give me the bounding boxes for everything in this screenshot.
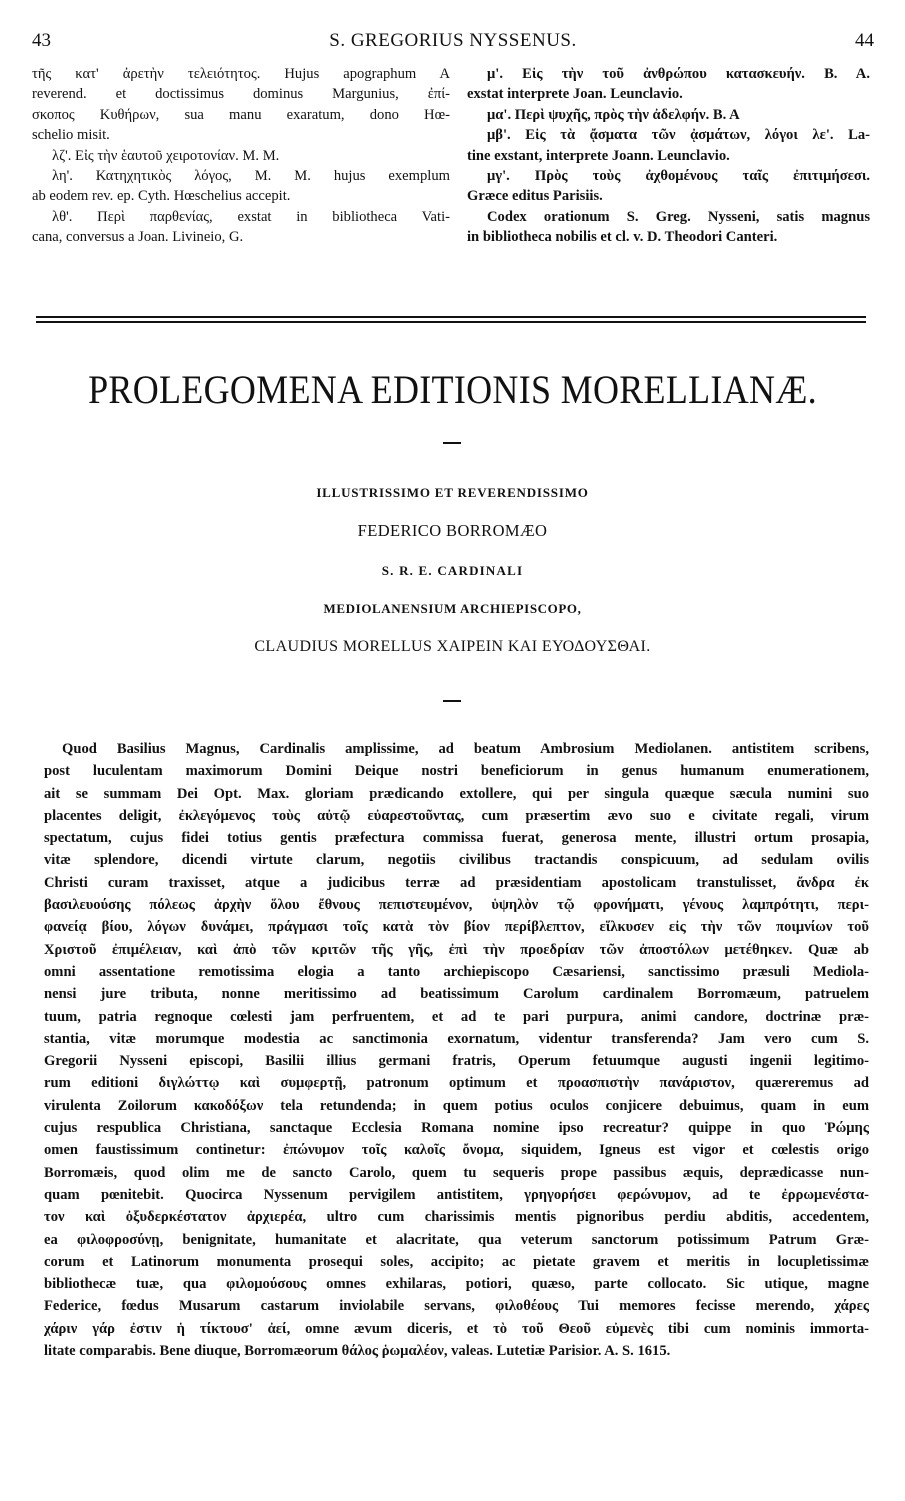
left-column [32,64,450,248]
right-column [467,64,870,248]
body-line: tuum, patria regnoque cœlesti jam perfruentem, et ad te pari purpura, animi candore, doctrinæ præ- [44,1008,869,1025]
page-header [32,30,874,56]
left-column-line: schelio misit. [32,127,110,144]
dedication-name: FEDERICO BORROMÆO [357,521,548,540]
double-rule-divider [36,316,866,323]
body-line: omen faustissimum continetur: ἐπώνυμον τοῖς καλοῖς ὄνομα, siquidem, Igneus est vigor et cœlestis origo [44,1142,869,1159]
body-line: spectatum, cujus fidei totius gentis præfectura commissa fuerat, generosa mente, illustri ortum prosapia, [44,830,869,847]
body-line: Federice, fœdus Musarum castarum inviolabile servans, φιλοθέους Tui memores fecisse merendo, χάρες [44,1298,869,1315]
right-column-line: μ'. Εἰς τὴν τοῦ ἀνθρώπου κατασκευήν. B. A. [487,66,870,82]
body-text [44,738,869,1362]
body-line: ait se summam Dei Opt. Max. gloriam prædicando extollere, qui per singula quæque sæcula numini suo [44,785,869,802]
left-column-line: cana, conversus a Joan. Livineio, G. [32,229,244,246]
dedication-dash-divider [443,700,461,702]
page-number-left: 43 [32,30,51,51]
body-line: omni assentatione remotissima elogia a tanto archiepiscopo Cæsariensi, sanctissimo præsuli Mediola- [44,963,869,980]
left-column-line: σκοπος Κυθήρων, sua manu exaratum, dono Hœ- [32,106,450,123]
title-dash-divider [443,442,461,444]
body-line: Gregorii Nysseni episcopi, Basilii illius germani fratris, Operum fetuumque augusti ingenii legitimo- [44,1053,869,1070]
body-line: corum et Latinorum monumenta prosequi soles, accipito; ac pietate gravem et meritis in locupletissimæ [44,1253,869,1270]
body-line: post luculentam maximorum Domini Deique nostri beneficiorum in genus humanum enumerationem, [44,763,869,780]
body-line: cujus respublica Christiana, sanctaque Ecclesia Romana nomine ipso recreatur? quippe in quo Ῥώμης [44,1120,869,1137]
right-column-line: tine exstant, interprete Joann. Leunclavio. [467,147,730,164]
body-line: Christi curam traxisset, atque a judicibus terræ ad præsidentiam apostolicam transtulisset, ἄνδρα ἐκ [44,874,869,891]
body-line: virulenta Zoilorum κακοδόξων tela retundenda; in quem potius oculos conjicere debuimus, quam in eum [44,1097,869,1114]
body-line: stantia, vitæ morumque modestia ac sanctimonia exornatum, videntur transferenda? Jam vero cum S. [44,1030,869,1047]
right-column-line: Codex orationum S. Greg. Nysseni, satis magnus [487,208,870,225]
left-column-line: ab eodem rev. ep. Cyth. Hœschelius accepit. [32,188,291,205]
dedication-office: MEDIOLANENSIUM ARCHIEPISCOPO, [323,601,582,616]
left-column-line: τῆς κατ' ἀρετὴν τελειότητος. Hujus apographum A [32,66,450,82]
right-column-line: μβ'. Εἰς τὰ ᾄσματα τῶν ᾀσμάτων, λόγοι λε'. La- [487,127,870,144]
right-column-line: μα'. Περὶ ψυχῆς, πρὸς τὴν ἀδελφήν. B. A [487,106,740,123]
right-column-line: μγ'. Πρὸς τοὺς ἀχθομένους ταῖς ἐπιτιμήσεσι. [487,168,870,185]
body-line: rum editioni διγλώττῳ καὶ συμφερτῇ, patronum optimum et προασπιστὴν πανάριστον, quæreremus ad [44,1075,869,1092]
body-line: nensi jure tributa, nonne meritissimo ad beatissimum Carolum cardinalem Borromæum, patruelem [44,986,869,1003]
body-line: vitæ splendore, dicendi virtute clarum, negotiis civilibus tractandis conspicuum, ad sedulam ovilis [44,852,869,869]
left-column-line: λη'. Κατηχητικὸς λόγος, M. M. hujus exemplum [52,168,450,185]
body-line: βασιλευούσης πόλεως ἀρχὴν ὅλου ἔθνους πεπιστευμένον, ὑψηλὸν τῷ φρονήματι, γένους λαμπρότητι, περι- [44,897,869,914]
right-column-line: exstat interprete Joan. Leunclavio. [467,86,683,103]
body-line: quam pœnitebit. Quocirca Nyssenum pervigilem antistitem, γρηγορήσει φερώνυμον, ad te ἐρρωμενέστα- [44,1186,869,1203]
right-column-line: Græce editus Parisiis. [467,188,603,205]
left-column-line: λθ'. Περὶ παρθενίας, exstat in bibliotheca Vati- [52,208,450,225]
right-column-line: in bibliotheca nobilis et cl. v. D. Theodori Canteri. [467,229,778,246]
body-line: ea φιλοφροσύνῃ, benignitate, humanitate et alacritate, qua veterum sanctorum potissimum Patrum Græ- [44,1231,869,1248]
body-line: placentes deligit, ἐκλεγόμενος τοὺς αὐτῷ εὐαρεστοῦντας, cum præsertim ævo suo e civitate regali, virum [44,807,869,824]
body-line: Borromæis, quod olim me de sancto Carolo, quem tu sequeris prope passibus æquis, deprædicasse nun- [44,1164,869,1181]
body-line: φανείᾳ βίου, λόγων δυνάμει, πράγμασι τοῖς κατὰ τὸν βίον περίβλεπτον, εἵλκυσεν εἰς τὴν τῶν ποιμνίων τοῦ [44,919,869,936]
body-line: χάριν γάρ ἐστιν ἡ τίκτουσ' ἀεί, omne ævum diceris, et τὸ τοῦ Θεοῦ εὐμενὲς tibi cum nominis immorta- [44,1320,869,1337]
left-column-line: reverend. et doctissimus dominus Margunius, ἐπί- [32,86,450,103]
body-line: Χριστοῦ ἐπιμέλειαν, καὶ ἀπὸ τῶν κριτῶν τῆς γῆς, ἐπὶ τὴν προεδρίαν τῶν ἀποστόλων μετέθηκεν. Quæ ab [44,941,869,958]
page-number-right: 44 [855,30,874,51]
running-title: S. GREGORIUS NYSSENUS. [329,30,577,51]
body-line: bibliothecæ tuæ, qua φιλομούσους omnes exhilaras, potiori, quæso, parte collocato. Sic utique, magne [44,1276,869,1293]
dedication-rank: S. R. E. CARDINALI [381,563,524,578]
body-line: τον καὶ ὀξυδερκέστατον ἀρχιερέα, ultro cum charissimis mentis pignoribus perdiu abditis, accedentem, [44,1209,869,1226]
left-column-line: λζ'. Εἰς τὴν ἑαυτοῦ χειροτονίαν. M. M. [52,147,280,164]
body-line: litate comparabis. Bene diuque, Borromæorum θάλος ῥωμαλέον, valeas. Lutetiæ Parisior. A. S. 1615. [44,1343,671,1360]
main-title: PROLEGOMENA EDITIONIS MORELLIANÆ. [88,367,817,412]
dedication-salutation: CLAUDIUS MORELLUS ΧΑΙΡΕΙΝ ΚΑΙ ΕΥΟΔΟΥΣΘΑΙ. [254,638,651,655]
body-line: Quod Basilius Magnus, Cardinalis amplissime, ad beatum Ambrosium Mediolanen. antistitem scribens, [62,741,869,757]
dedication-honorific: ILLUSTRISSIMO ET REVERENDISSIMO [316,485,589,500]
